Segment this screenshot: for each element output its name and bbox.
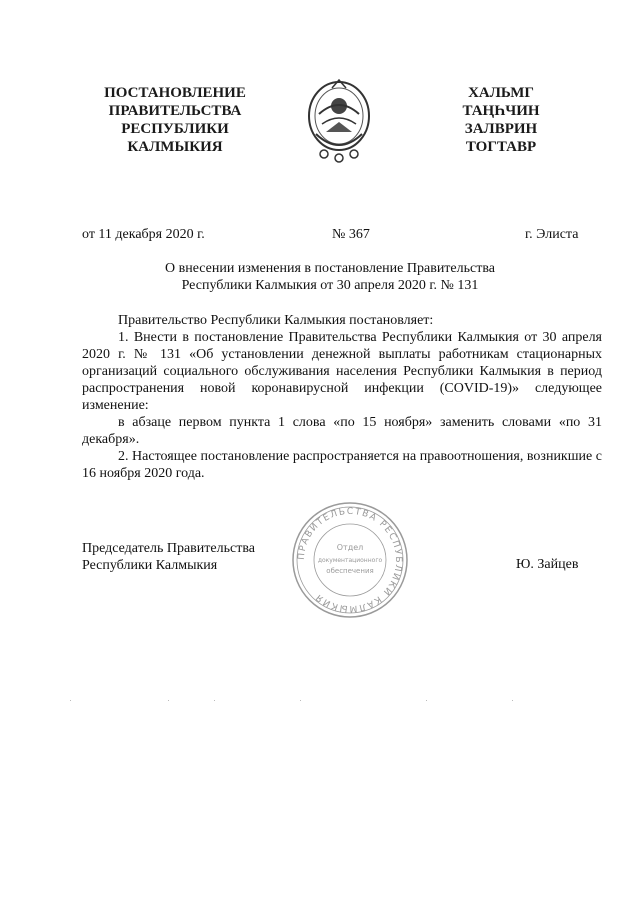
signatory-position-line: Председатель Правительства	[82, 541, 255, 556]
document-title	[90, 260, 570, 294]
header-right-line: ТАҢҺЧИН	[462, 103, 540, 119]
stamp-center-line: документационного	[317, 557, 383, 564]
signatory-name: Ю. Зайцев	[516, 557, 579, 572]
header-right-line: ТОГТАВР	[465, 139, 537, 155]
header-title-russian	[82, 84, 268, 156]
scan-noise	[0, 700, 640, 704]
body-paragraph: 2. Настоящее постановление распространяется на правоотношения, возникшие с 16 ноября 2020 года.	[82, 449, 602, 481]
stamp-center-line: обеспечения	[326, 567, 374, 575]
document-number: № 367	[332, 227, 370, 242]
header-right-line: ЗАЛВРИН	[464, 121, 538, 137]
body-paragraph: 1. Внести в постановление Правительства Республики Калмыкия от 30 апреля 2020 г. № 131 «Об установлении денежной выплаты работникам стационарных организаций социального обслуживания населения Республики Калмыкия в период распространения новой коронавирусной инфекции (COVID-19)» следующее изменение:	[82, 330, 602, 413]
header-title-kalmyk	[436, 84, 566, 156]
document-city: г. Элиста	[525, 227, 579, 242]
official-stamp	[290, 500, 410, 620]
document-date: от 11 декабря 2020 г.	[82, 227, 205, 242]
stamp-ring-text: ПРАВИТЕЛЬСТВА РЕСПУБЛИКИ КАЛМЫКИЯ	[296, 506, 404, 614]
title-line: Республики Калмыкия от 30 апреля 2020 г. № 131	[181, 278, 479, 293]
body-paragraph: Правительство Республики Калмыкия постановляет:	[118, 313, 434, 328]
coat-of-arms-icon	[302, 76, 376, 166]
header-left-line: РЕСПУБЛИКИ	[121, 121, 229, 137]
header-left-line: КАЛМЫКИЯ	[127, 139, 223, 155]
document-body	[82, 312, 602, 482]
header-right-line: ХАЛЬМГ	[468, 85, 534, 101]
header-left-line: ПОСТАНОВЛЕНИЕ	[104, 85, 246, 101]
signatory-position-line: Республики Калмыкия	[82, 558, 218, 573]
header-left-line: ПРАВИТЕЛЬСТВА	[108, 103, 242, 119]
body-paragraph: в абзаце первом пункта 1 слова «по 15 ноября» заменить словами «по 31 декабря».	[82, 415, 602, 447]
signatory-position	[82, 540, 255, 574]
stamp-center-line: Отдел	[336, 543, 364, 552]
title-line: О внесении изменения в постановление Правительства	[165, 261, 495, 276]
